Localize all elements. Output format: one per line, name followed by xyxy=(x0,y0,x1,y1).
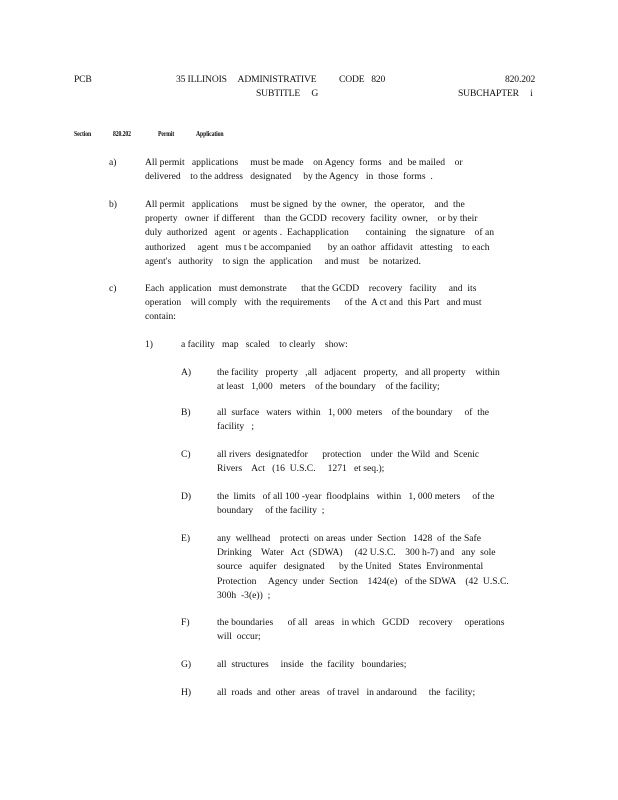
paragraph-c-line: contain: xyxy=(145,311,176,323)
subitem-E-label: E) xyxy=(181,533,191,544)
subitem-D-line: the limits of all 100 -year floodplains within 1, 000 meters of the xyxy=(217,491,495,502)
subitem-H xyxy=(217,686,475,700)
subitem-A-line: the facility property ,all adjacent property, and all property within xyxy=(217,367,500,378)
paragraph-c xyxy=(145,282,482,325)
subitem-C-line: Rivers Act (16 U.S.C. 1271 et seq.); xyxy=(217,463,385,475)
subitem-C xyxy=(217,448,479,476)
item-1-line: a facility map scaled to clearly show: xyxy=(181,339,348,350)
paragraph-b-label: b) xyxy=(109,199,117,210)
subitem-B xyxy=(217,406,489,434)
subitem-B-label: B) xyxy=(181,407,191,418)
subitem-C-label: C) xyxy=(181,449,191,460)
subitem-F-label: F) xyxy=(181,617,190,628)
subitem-H-line: all roads and other areas of travel in andaround the facility; xyxy=(217,687,476,698)
subitem-H-label: H) xyxy=(181,687,192,698)
subitem-D-line: boundary of the facility ; xyxy=(217,505,325,517)
header-left: PCB xyxy=(74,74,92,85)
subitem-A xyxy=(217,366,500,394)
paragraph-a-line: delivered to the address designated by the Agency in those forms . xyxy=(145,171,433,183)
header-center-line2: SUBTITLE G xyxy=(256,88,319,99)
subitem-D xyxy=(217,490,494,518)
subitem-C-line: all rivers designatedfor protection under the Wild and Scenic xyxy=(217,449,480,460)
section-number: 820.202 xyxy=(113,130,131,138)
subitem-E-line: Drinking Water Act (SDWA) (42 U.S.C. 300 h-7) and any sole xyxy=(217,547,496,559)
item-1 xyxy=(181,338,348,352)
item-1-label: 1) xyxy=(145,339,153,350)
paragraph-b-line: agent's authority to sign the application and must be notarized. xyxy=(145,255,421,267)
subitem-E-line: any wellhead protecti on areas under Section 1428 of the Safe xyxy=(217,533,482,544)
subitem-F-line: the boundaries of all areas in which GCDD recovery operations xyxy=(217,617,505,628)
paragraph-a-line: All permit applications must be made on Agency forms and be mailed or xyxy=(145,157,463,168)
paragraph-b-line: authorized agent mus t be accompanied by an oathor affidavit attesting to each xyxy=(145,241,490,253)
paragraph-c-label: c) xyxy=(109,283,117,294)
subitem-E-line: source aquifer designated by the United States Environmental xyxy=(217,561,484,573)
subitem-B-line: all surface waters within 1, 000 meters of the boundary of the xyxy=(217,407,490,418)
header-center-line1: 35 ILLINOIS ADMINISTRATIVE CODE 820 xyxy=(176,74,386,85)
section-title-word2: Application xyxy=(196,130,224,138)
subitem-G-label: G) xyxy=(181,659,192,670)
paragraph-c-line: Each application must demonstrate that the GCDD recovery facility and its xyxy=(145,283,477,294)
paragraph-a xyxy=(145,156,463,184)
paragraph-b-line: All permit applications must be signed by the owner, the operator, and the xyxy=(145,199,465,210)
subitem-A-line: at least 1,000 meters of the boundary of the facility; xyxy=(217,381,440,393)
subitem-B-line: facility ; xyxy=(217,421,255,433)
paragraph-b-line: property owner if different than the GCDD recovery facility owner, or by their xyxy=(145,213,478,225)
paragraph-b xyxy=(145,198,494,269)
header-right-line2: SUBCHAPTER i xyxy=(458,88,533,99)
paragraph-b-line: duly authorized agent or agents . Eachapplication containing the signature of an xyxy=(145,227,495,239)
subitem-G xyxy=(217,658,406,672)
subitem-A-label: A) xyxy=(181,367,192,378)
subitem-E-line: 300h -3(e)) ; xyxy=(217,589,271,601)
subitem-F-line: will occur; xyxy=(217,631,261,643)
paragraph-a-label: a) xyxy=(109,157,117,168)
subitem-D-label: D) xyxy=(181,491,192,502)
subitem-F xyxy=(217,616,504,644)
section-label: Section xyxy=(74,130,92,138)
subitem-G-line: all structures inside the facility boundaries; xyxy=(217,659,407,670)
subitem-E-line: Protection Agency under Section 1424(e) of the SDWA (42 U.S.C. xyxy=(217,575,509,587)
paragraph-c-line: operation will comply with the requirements of the A ct and this Part and must xyxy=(145,297,482,309)
header-right-line1: 820.202 xyxy=(505,74,536,85)
section-title-word1: Permit xyxy=(158,130,175,138)
subitem-E xyxy=(217,532,509,603)
